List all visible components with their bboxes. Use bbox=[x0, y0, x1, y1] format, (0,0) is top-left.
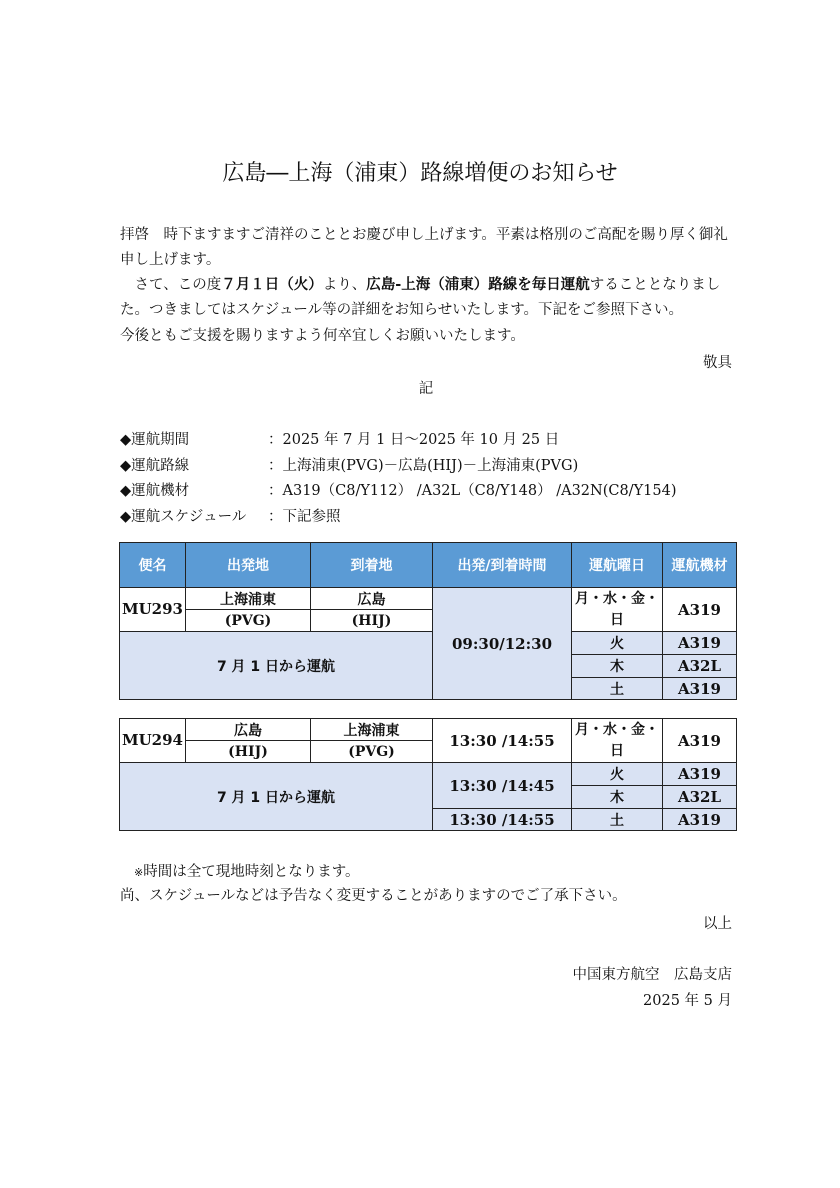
schedule-table-mu293 bbox=[119, 542, 737, 700]
info-period-value: ：2025 年 7 月 1 日～2025 年 10 月 25 日 bbox=[268, 432, 560, 448]
days-cell: 木 bbox=[572, 786, 663, 809]
departure-city: 上海浦東 bbox=[186, 588, 311, 610]
operation-start-note: 7 月 1 日から運航 bbox=[120, 763, 433, 831]
info-route-label: ◆運航路線 bbox=[120, 458, 190, 474]
header-arrival: 到着地 bbox=[311, 543, 433, 588]
departure-arrival-time: 09:30/12:30 bbox=[433, 588, 572, 700]
header-flight: 便名 bbox=[120, 543, 186, 588]
info-aircraft-value: ：A319（C8/Y112） /A32L（C8/Y148） /A32N(C8/Y154) bbox=[268, 483, 677, 499]
ijou: 以上 bbox=[703, 916, 732, 932]
flight-number: MU294 bbox=[120, 719, 186, 763]
closing-paragraph: 今後ともご支援を賜りますよう何卒宜しくお願いいたします。 bbox=[120, 328, 525, 344]
schedule-table-mu294 bbox=[119, 718, 737, 831]
aircraft-cell: A319 bbox=[663, 588, 737, 632]
arrival-city: 広島 bbox=[311, 588, 433, 610]
departure-code: (HIJ) bbox=[186, 741, 311, 763]
departure-code: (PVG) bbox=[186, 610, 311, 632]
note-text: 時間は全て現地時刻となります。 bbox=[143, 864, 360, 880]
operation-start-note: 7 月 1 日から運航 bbox=[120, 632, 433, 700]
info-period-label: ◆運航期間 bbox=[120, 432, 190, 448]
aircraft-cell: A319 bbox=[663, 719, 737, 763]
header-days: 運航曜日 bbox=[572, 543, 663, 588]
info-route-value: ：上海浦東(PVG)－広島(HIJ)－上海浦東(PVG) bbox=[268, 458, 579, 474]
info-aircraft-label: ◆運航機材 bbox=[120, 483, 190, 499]
keigu: 敬具 bbox=[703, 355, 732, 371]
info-schedule-label: ◆運航スケジュール bbox=[120, 509, 247, 525]
time-note bbox=[134, 860, 750, 885]
aircraft-cell: A319 bbox=[663, 678, 737, 700]
days-cell: 土 bbox=[572, 809, 663, 831]
note-mark: ※ bbox=[134, 866, 144, 879]
announcement-lead: さて、この度 bbox=[120, 277, 222, 293]
header-time: 出発/到着時間 bbox=[433, 543, 572, 588]
days-cell: 月・水・金・日 bbox=[572, 588, 663, 632]
aircraft-cell: A319 bbox=[663, 763, 737, 786]
flight-number: MU293 bbox=[120, 588, 186, 632]
arrival-city: 上海浦東 bbox=[311, 719, 433, 741]
ki-heading: 記 bbox=[418, 381, 434, 397]
greeting-paragraph: 拝啓 時下ますますご清祥のこととお慶び申し上げます。平素は格別のご高配を賜り厚く御礼申し上げます。 bbox=[120, 227, 728, 268]
days-cell: 火 bbox=[572, 763, 663, 786]
info-schedule-value: ：下記参照 bbox=[268, 509, 341, 525]
announcement-paragraph bbox=[120, 273, 736, 323]
days-cell: 月・水・金・日 bbox=[572, 719, 663, 763]
issue-date: 2025 年 5 月 bbox=[643, 993, 732, 1009]
announcement-connector: より、 bbox=[322, 277, 367, 293]
arrival-code: (PVG) bbox=[311, 741, 433, 763]
route-highlight: 広島-上海（浦東）路線を毎日運航 bbox=[366, 277, 590, 293]
departure-city: 広島 bbox=[186, 719, 311, 741]
announcement-tail: することとなりました。つきましてはスケジュール等の詳細をお知らせいたします。下記をご参照下さい。 bbox=[120, 277, 721, 318]
days-cell: 土 bbox=[572, 678, 663, 700]
aircraft-cell: A32L bbox=[663, 786, 737, 809]
header-departure: 出発地 bbox=[186, 543, 311, 588]
aircraft-cell: A32L bbox=[663, 655, 737, 678]
departure-arrival-time: 13:30 /14:55 bbox=[433, 809, 572, 831]
change-notice: 尚、スケジュールなどは予告なく変更することがありますのでご了承下さい。 bbox=[120, 888, 627, 904]
departure-arrival-time: 13:30 /14:55 bbox=[433, 719, 572, 763]
departure-arrival-time: 13:30 /14:45 bbox=[433, 763, 572, 809]
page-title: 広島―上海（浦東）路線増便のお知らせ bbox=[222, 161, 618, 186]
aircraft-cell: A319 bbox=[663, 632, 737, 655]
days-cell: 木 bbox=[572, 655, 663, 678]
arrival-code: (HIJ) bbox=[311, 610, 433, 632]
start-date-highlight: ７月１日（火） bbox=[221, 277, 323, 293]
days-cell: 火 bbox=[572, 632, 663, 655]
company-name: 中国東方航空 広島支店 bbox=[572, 967, 732, 983]
aircraft-cell: A319 bbox=[663, 809, 737, 831]
header-aircraft: 運航機材 bbox=[663, 543, 737, 588]
